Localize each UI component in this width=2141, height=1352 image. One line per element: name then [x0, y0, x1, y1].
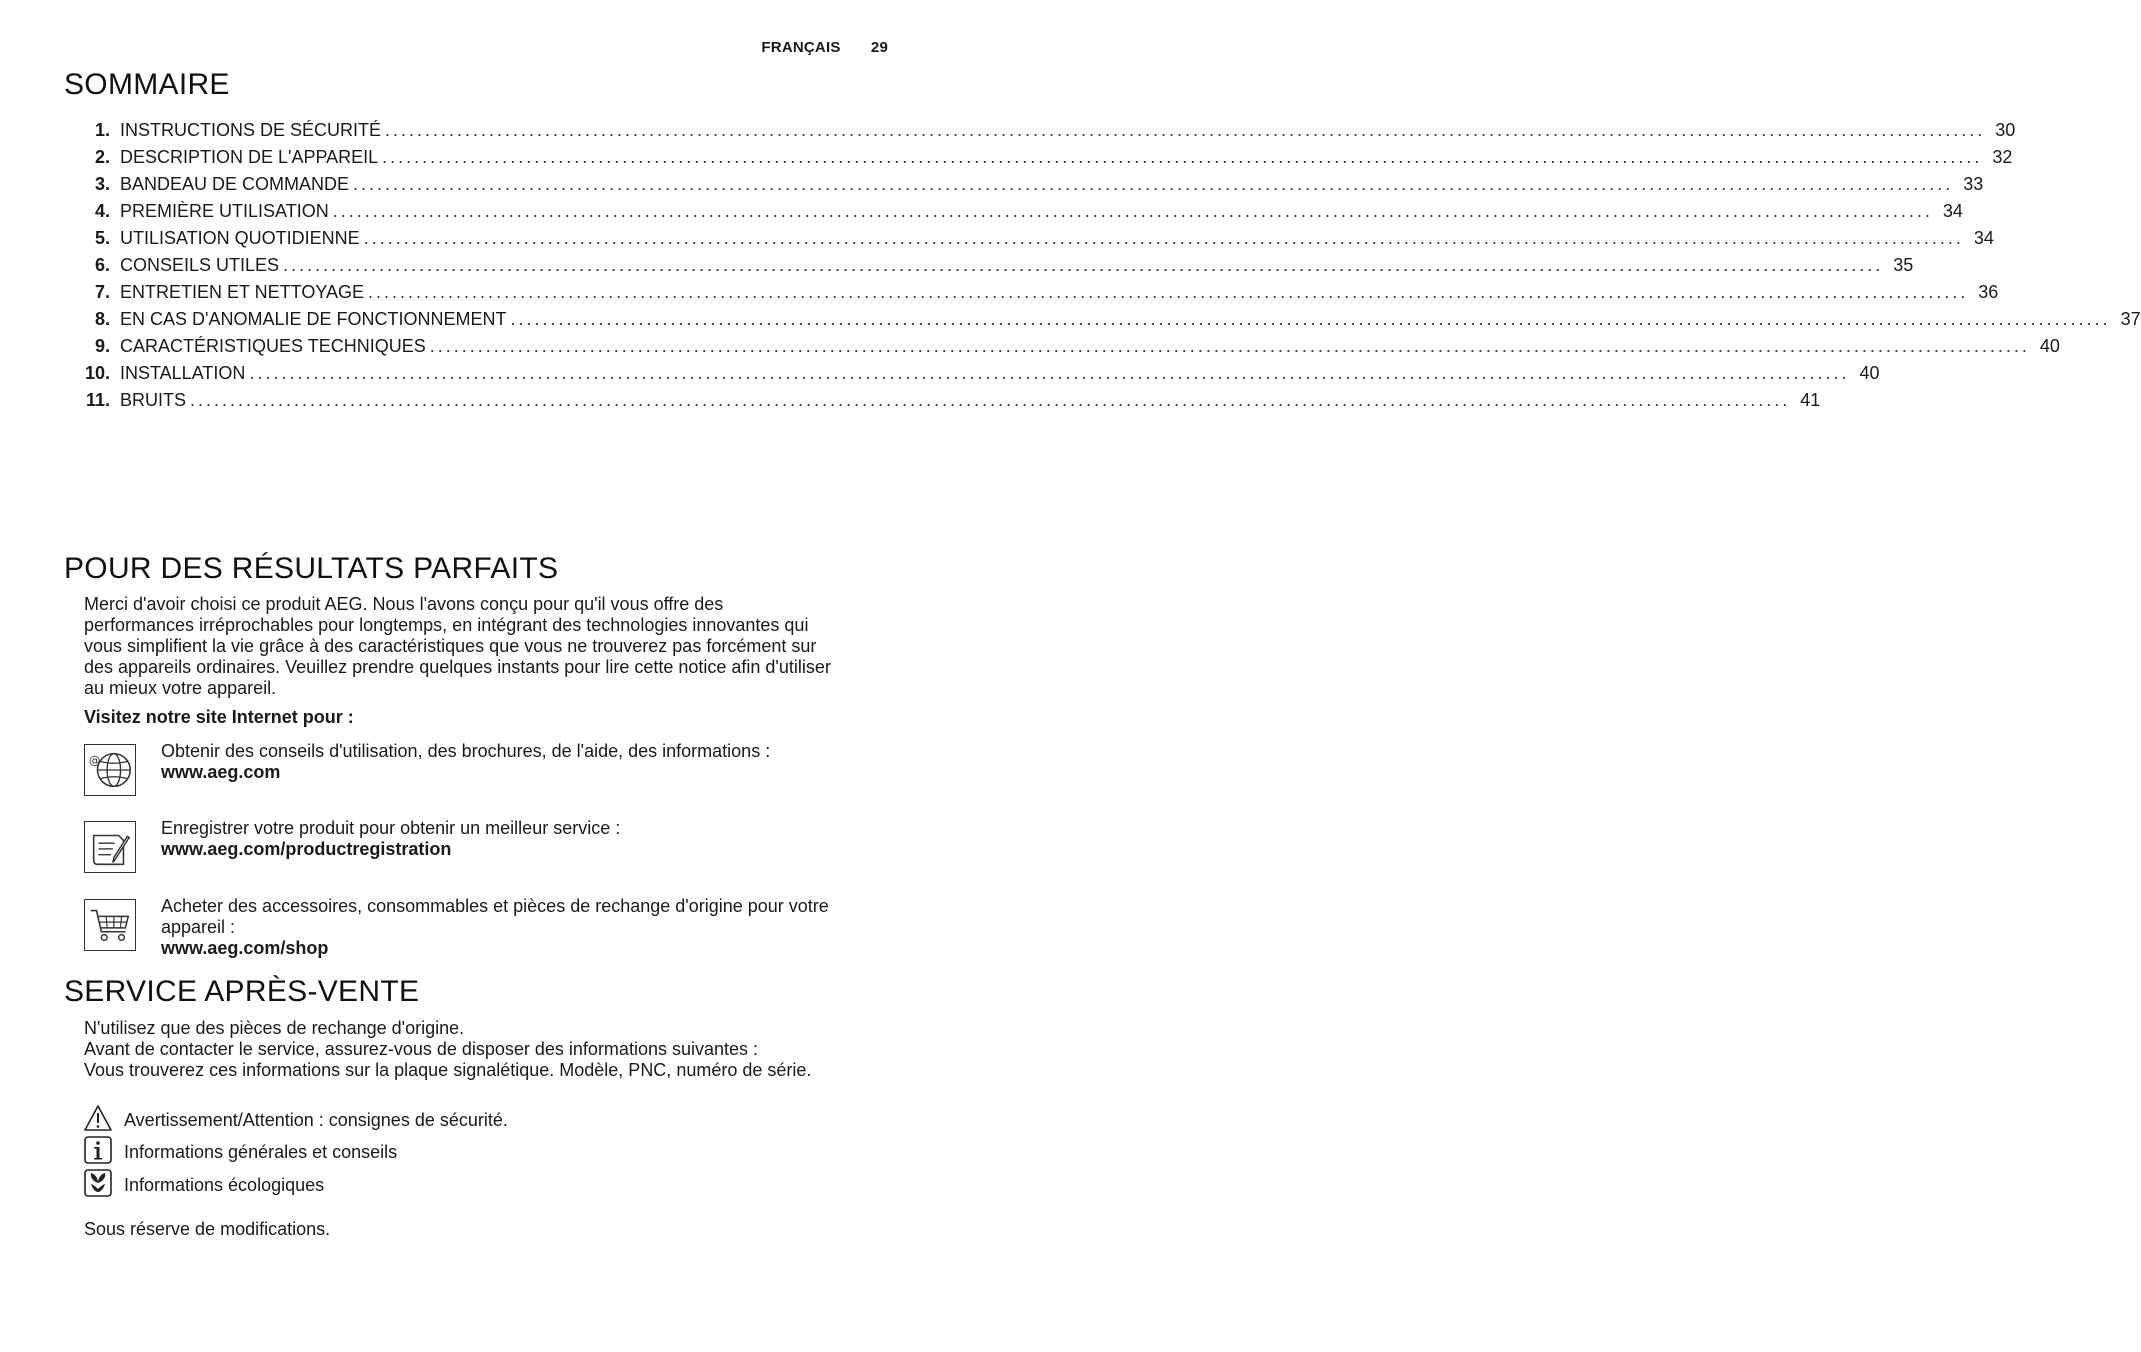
footer-note: Sous réserve de modifications. [84, 1219, 331, 1239]
results-heading: POUR DES RÉSULTATS PARFAITS [64, 552, 559, 585]
toc-title: CARACTÉRISTIQUES TECHNIQUES [120, 336, 426, 356]
toc-title: INSTRUCTIONS DE SÉCURITÉ [120, 120, 382, 140]
service-line: Avant de contacter le service, assurez-vous de disposer des informations suivantes : [84, 1039, 759, 1059]
toc-page: 36 [1978, 282, 1999, 302]
toc-leader: ........................................................................................................................................................................................................ [385, 120, 1986, 140]
toc-item[interactable] [72, 363, 1880, 390]
toc-item[interactable] [72, 336, 2060, 363]
toc-title: BANDEAU DE COMMANDE [120, 174, 350, 194]
service-line: N'utilisez que des pièces de rechange d'origine. [84, 1018, 465, 1038]
toc-item[interactable] [72, 390, 1821, 417]
toc-title: EN CAS D'ANOMALIE DE FONCTIONNEMENT [120, 309, 507, 329]
toc-number: 4. [94, 201, 110, 221]
toc-number: 5. [94, 228, 110, 248]
toc-title: BRUITS [120, 390, 187, 410]
toc-item[interactable] [72, 120, 2016, 147]
toc-title: CONSEILS UTILES [120, 255, 280, 275]
toc-page: 41 [1800, 390, 1821, 410]
legend-warning [84, 1104, 896, 1132]
info-icon [84, 1136, 112, 1164]
toc-title: PREMIÈRE UTILISATION [120, 201, 329, 221]
service-line: Vous trouverez ces informations sur la plaque signalétique. Modèle, PNC, numéro de série. [84, 1060, 812, 1080]
registration-icon [84, 821, 136, 873]
eco-icon [84, 1169, 112, 1197]
toc-number: 3. [94, 174, 110, 194]
toc-title: INSTALLATION [120, 363, 246, 383]
toc-leader: ........................................................................................................................................................................................................ [283, 255, 1884, 275]
toc-number: 1. [94, 120, 110, 140]
toc-page: 34 [1973, 228, 1994, 248]
toc-item[interactable] [72, 174, 1984, 201]
intro-line: vous simplifient la vie grâce à des caractéristiques que vous ne trouverez pas forcément sur [84, 636, 817, 656]
visit-label: Visitez notre site Internet pour : [84, 707, 354, 727]
toc-number: 9. [94, 336, 110, 356]
web-link[interactable]: www.aeg.com [161, 762, 281, 782]
toc-leader: ........................................................................................................................................................................................................ [190, 390, 1791, 410]
intro-line: Merci d'avoir choisi ce produit AEG. Nous l'avons conçu pour qu'il vous offre des [84, 594, 724, 614]
svg-text:@: @ [88, 753, 101, 768]
toc-page: 35 [1893, 255, 1914, 275]
toc-title: UTILISATION QUOTIDIENNE [120, 228, 360, 248]
toc-leader: ........................................................................................................................................................................................................ [332, 201, 1933, 221]
web-item-text: Acheter des accessoires, consommables et pièces de rechange d'origine pour votre [161, 896, 829, 916]
web-item-text: appareil : [161, 917, 236, 937]
toc-page: 37 [2120, 309, 2141, 329]
warning-icon [84, 1104, 112, 1132]
toc-number: 10. [84, 363, 110, 383]
intro-line: des appareils ordinaires. Veuillez prendre quelques instants pour lire cette notice afin d'utiliser [84, 657, 831, 677]
legend-text: Avertissement/Attention : consignes de sécurité. [124, 1110, 508, 1130]
toc-number: 7. [94, 282, 110, 302]
web-item-text: Obtenir des conseils d'utilisation, des brochures, de l'aide, des informations : [161, 741, 771, 761]
language-label: FRANÇAIS [761, 39, 841, 56]
globe-icon [84, 744, 136, 796]
toc-page: 32 [1992, 147, 2013, 167]
intro-line: au mieux votre appareil. [84, 678, 277, 698]
toc-item[interactable] [72, 147, 2013, 174]
toc-leader: ........................................................................................................................................................................................................ [510, 309, 2111, 329]
toc-leader: ........................................................................................................................................................................................................ [368, 282, 1969, 302]
toc-item[interactable] [72, 309, 2141, 336]
intro-paragraph [84, 594, 896, 699]
toc-leader: ........................................................................................................................................................................................................ [353, 174, 1954, 194]
web-item-text: Enregistrer votre produit pour obtenir un meilleur service : [161, 818, 621, 838]
toc-leader: ........................................................................................................................................................................................................ [363, 228, 1964, 248]
legend-eco [84, 1169, 896, 1197]
toc-title: DESCRIPTION DE L'APPAREIL [120, 147, 379, 167]
toc-page: 33 [1963, 174, 1984, 194]
web-link[interactable]: www.aeg.com/productregistration [161, 839, 452, 859]
web-item-registration [84, 818, 896, 875]
toc-item[interactable] [72, 255, 1914, 282]
toc-page: 40 [1859, 363, 1880, 383]
legend-text: Informations générales et conseils [124, 1142, 398, 1162]
toc-item[interactable] [72, 228, 1994, 255]
service-paragraph [84, 1018, 896, 1081]
page-number: 29 [870, 39, 888, 56]
intro-line: performances irréprochables pour longtemps, en intégrant des technologies innovantes qui [84, 615, 809, 635]
toc-page: 34 [1942, 201, 1963, 221]
toc-number: 2. [94, 147, 110, 167]
toc-number: 8. [94, 309, 110, 329]
toc-item[interactable] [72, 282, 1999, 309]
toc-page: 30 [1995, 120, 2016, 140]
page-header [761, 39, 888, 56]
toc-item[interactable] [72, 201, 1963, 228]
web-item-shop [84, 896, 896, 958]
table-of-contents [72, 120, 2141, 417]
toc-title: ENTRETIEN ET NETTOYAGE [120, 282, 365, 302]
legend-info [84, 1136, 896, 1164]
toc-leader: ........................................................................................................................................................................................................ [382, 147, 1983, 167]
shopping-cart-icon [84, 899, 136, 951]
service-heading: SERVICE APRÈS-VENTE [64, 975, 420, 1008]
toc-number: 11. [85, 390, 110, 410]
legend-text: Informations écologiques [124, 1175, 325, 1195]
toc-leader: ........................................................................................................................................................................................................ [429, 336, 2030, 356]
web-link[interactable]: www.aeg.com/shop [161, 938, 329, 958]
toc-page: 40 [2039, 336, 2060, 356]
toc-leader: ........................................................................................................................................................................................................ [249, 363, 1850, 383]
toc-heading: SOMMAIRE [64, 68, 230, 101]
web-item-advice [84, 741, 896, 798]
toc-number: 6. [94, 255, 110, 275]
